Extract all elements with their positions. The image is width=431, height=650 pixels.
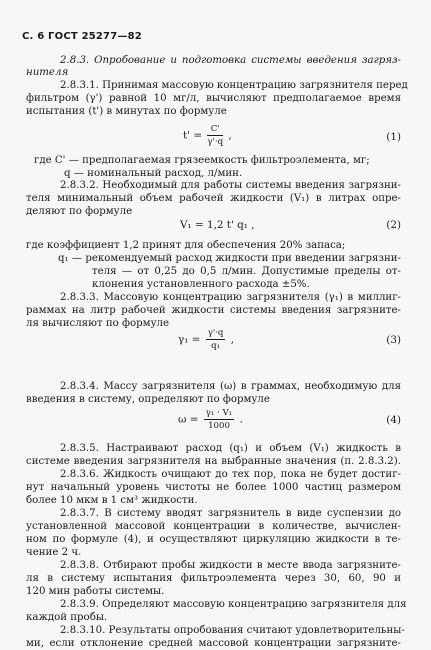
text-line: каждой пробы. <box>26 612 108 623</box>
text-line: 120 мин работы системы. <box>26 586 165 597</box>
fraction <box>207 124 223 147</box>
text-line: 2.8.3.3. Массовую концентрацию загрязнителя (γ₁) в миллиг- <box>60 292 401 303</box>
formula-number: (1) <box>386 131 401 143</box>
text-line: 2.8.3.9. Определяют массовую концентрацию загрязнителя для <box>60 599 407 610</box>
formula-lhs: ω = <box>178 413 199 426</box>
text-line: системе введения загрязнителя на выбранные значения (п. 2.8.3.2). <box>26 456 401 467</box>
text-line: ми, если отклонение средней массовой концентрации загрязните- <box>26 638 401 649</box>
text-line: 2.8.3. Опробование и подготовка системы введения загряз- <box>60 55 401 66</box>
formula-number: (3) <box>386 334 401 346</box>
formula-1 <box>183 124 232 147</box>
text-line: ном по формуле (4), и осуществляют циркуляцию жидкости в те- <box>26 534 401 545</box>
text-line: q₁ — рекомендуемый расход жидкости при введении загрязни- <box>58 253 401 264</box>
text-line: 2.8.3.2. Необходимый для работы системы введения загрязни- <box>60 180 401 191</box>
formula-number: (2) <box>386 219 401 231</box>
text-line: 2.8.3.5. Настраивают расход (q₁) и объем (V₁) жидкость в <box>60 443 401 454</box>
formula-4 <box>178 408 243 431</box>
text-line: чение 2 ч. <box>26 547 82 558</box>
text-line: теля минимальный объем рабочей жидкости (V₁) в литрах опре- <box>26 193 401 204</box>
text-line: q — номинальный расход, л/мин. <box>64 168 243 179</box>
formula-3 <box>178 328 234 351</box>
fraction-denominator: q₁ <box>211 341 221 351</box>
formula-tail: , <box>230 333 235 346</box>
text-line: 2.8.3.1. Принимая массовую концентрацию загрязнителя перед <box>60 80 408 91</box>
text-line: клонения установленного расхода ±5%. <box>92 279 310 290</box>
fraction-numerator: γ₁ · V₁ <box>205 408 233 418</box>
text-line: более 10 мкм в 1 см³ жидкости. <box>26 495 198 506</box>
text-line: деляют по формуле <box>26 206 133 217</box>
text-line: 2.8.3.10. Результаты опробования считают удовлетворительны- <box>60 625 405 636</box>
fraction <box>206 328 226 351</box>
fraction-numerator: C' <box>207 124 223 136</box>
formula-lhs: γ₁ = <box>178 333 201 346</box>
text-line: 2.8.3.8. Отбирают пробы жидкости в месте ввода загрязните- <box>60 560 401 571</box>
page-header: С. 6 ГОСТ 25277—82 <box>22 31 142 42</box>
fraction-denominator: 1000 <box>208 421 230 431</box>
text-line: где C' — предполагаемая грязеемкость фильтроэлемента, мг; <box>34 155 370 166</box>
formula-lhs: t' = <box>183 129 203 142</box>
text-line: испытания (t') в минутах по формуле <box>26 106 227 117</box>
formula-tail: . <box>239 413 243 426</box>
text-line: 2.8.3.4. Массу загрязнителя (ω) в граммах, необходимую для <box>60 381 401 392</box>
fraction <box>204 408 234 431</box>
text-line: ля вычисляют по формуле <box>26 318 170 329</box>
formula-number: (4) <box>386 414 401 426</box>
text-line: 2.8.3.6. Жидкость очищают до тех пор, пока не будет достиг- <box>60 469 401 480</box>
fraction-denominator: γ'·q <box>207 137 224 147</box>
formula-2: V₁ = 1,2 t' q₁ , <box>180 219 255 231</box>
text-line: 2.8.3.7. В систему вводят загрязнитель в виде суспензии до <box>60 508 401 519</box>
text-line: нителя <box>26 67 69 78</box>
text-line: нут начальный уровень чистоты не более 1000 частиц размером <box>26 482 401 493</box>
text-line: установленной массовой концентрации в количестве, вычислен- <box>26 521 401 532</box>
text-line: фильтром (γ') равной 10 мг/л, вычисляют предполагаемое время <box>26 93 401 104</box>
fraction-numerator: γ'·q <box>207 328 224 338</box>
text-line: ля в систему испытания фильтроэлемента через 30, 60, 90 и <box>26 573 401 584</box>
text-line: где коэффициент 1,2 принят для обеспечения 20% запаса; <box>26 240 346 251</box>
formula-tail: , <box>228 129 232 142</box>
text-line: введения в систему, определяют по формуле <box>26 394 270 405</box>
text-line: раммах на литр рабочей жидкости системы введения загрязните- <box>26 305 401 316</box>
text-line: теля — от 0,25 до 0,5 л/мин. Допустимые пределы от- <box>92 266 401 277</box>
